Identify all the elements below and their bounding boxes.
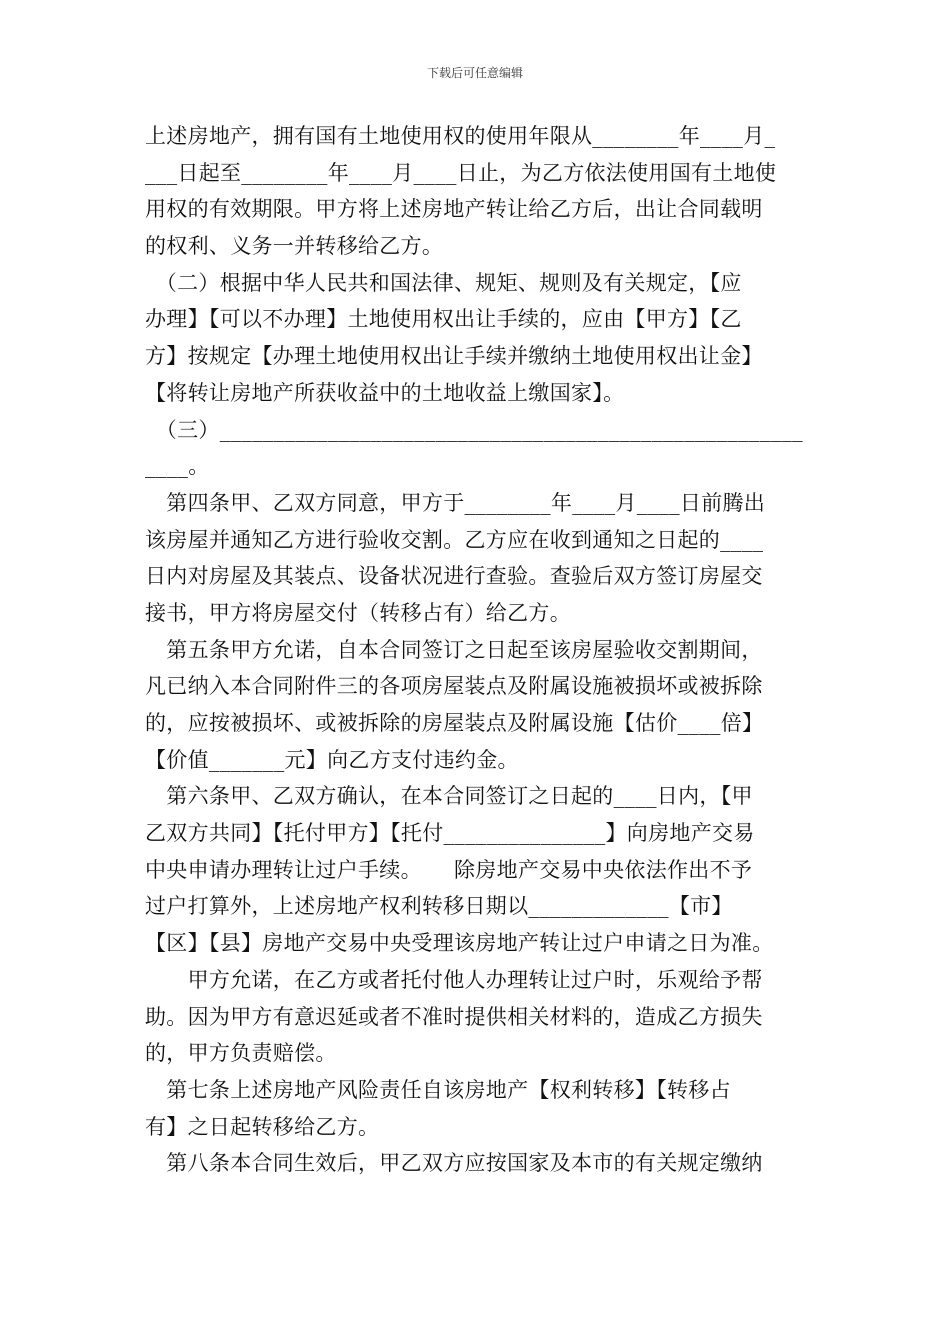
text-line: 【将转让房地产所获收益中的土地收益上缴国家】。 <box>145 380 625 405</box>
text-line: 有】之日起转移给乙方。 <box>145 1114 380 1139</box>
text-line: 的，应按被损坏、或被拆除的房屋装点及附属设施【估价____倍】 <box>145 711 764 735</box>
text-line: 的权利、义务一并转移给乙方。 <box>145 234 444 259</box>
text-line: 日内对房屋及其装点、设备状况进行查验。查验后双方签订房屋交 <box>145 564 763 589</box>
text-line: 凡已纳入本合同附件三的各项房屋装点及附属设施被损坏或被拆除 <box>145 674 763 699</box>
text-line: 第四条甲、乙双方同意，甲方于________年____月____日前腾出 <box>145 490 766 515</box>
text-line: 第八条本合同生效后，甲乙双方应按国家及本市的有关规定缴纳 <box>145 1151 763 1176</box>
text-line: 该房屋并通知乙方进行验收交割。乙方应在收到通知之日起的____ <box>145 527 764 552</box>
text-line: ___日起至________年____月____日止，为乙方依法使用国有土地使 <box>145 160 777 185</box>
text-line: （二）根据中华人民共和国法律、规矩、规则及有关规定，【应 <box>145 270 742 295</box>
text-line: 第六条甲、乙双方确认，在本合同签订之日起的____日内，【甲 <box>145 784 753 809</box>
text-line: 甲方允诺，在乙方或者托付他人办理转让过户时，乐观给予帮 <box>145 967 763 992</box>
text-line: 乙双方共同】【托付甲方】【托付_______________】向房地产交易 <box>145 821 755 846</box>
page-header: 下载后可任意编辑 <box>426 66 523 80</box>
text-line: 过户打算外，上述房地产权利转移日期以_____________【市】 <box>145 894 733 919</box>
text-line: 方】按规定【办理土地使用权出让手续并缴纳土地使用权出让金】 <box>145 344 763 369</box>
text-line: 第五条甲方允诺，自本合同签订之日起至该房屋验收交割期间， <box>145 637 763 662</box>
text-line: 第七条上述房地产风险责任自该房地产【权利转移】【转移占 <box>145 1077 731 1102</box>
text-line: 助。因为甲方有意迟延或者不准时提供相关材料的，造成乙方损失 <box>145 1004 763 1029</box>
text-line: 【价值_______元】向乙方支付违约金。 <box>145 747 519 772</box>
text-line: 的，甲方负责赔偿。 <box>145 1041 337 1066</box>
text-line: 用权的有效期限。甲方将上述房地产转让给乙方后，出让合同载明 <box>145 197 763 222</box>
text-line: 接书，甲方将房屋交付（转移占有）给乙方。 <box>145 600 571 625</box>
text-line: ____。 <box>145 454 210 479</box>
document-body <box>145 118 815 1182</box>
text-line: 【区】【县】房地产交易中央受理该房地产转让过户申请之日为准。 <box>145 931 774 956</box>
text-line: （三）______________________________________________________ <box>145 417 803 442</box>
text-line: 上述房地产，拥有国有土地使用权的使用年限从________年____月_ <box>145 124 776 148</box>
text-line: 中央申请办理转让过户手续。 除房地产交易中央依法作出不予 <box>145 857 753 882</box>
text-line: 办理】【可以不办理】土地使用权出让手续的，应由【甲方】【乙 <box>145 307 742 332</box>
